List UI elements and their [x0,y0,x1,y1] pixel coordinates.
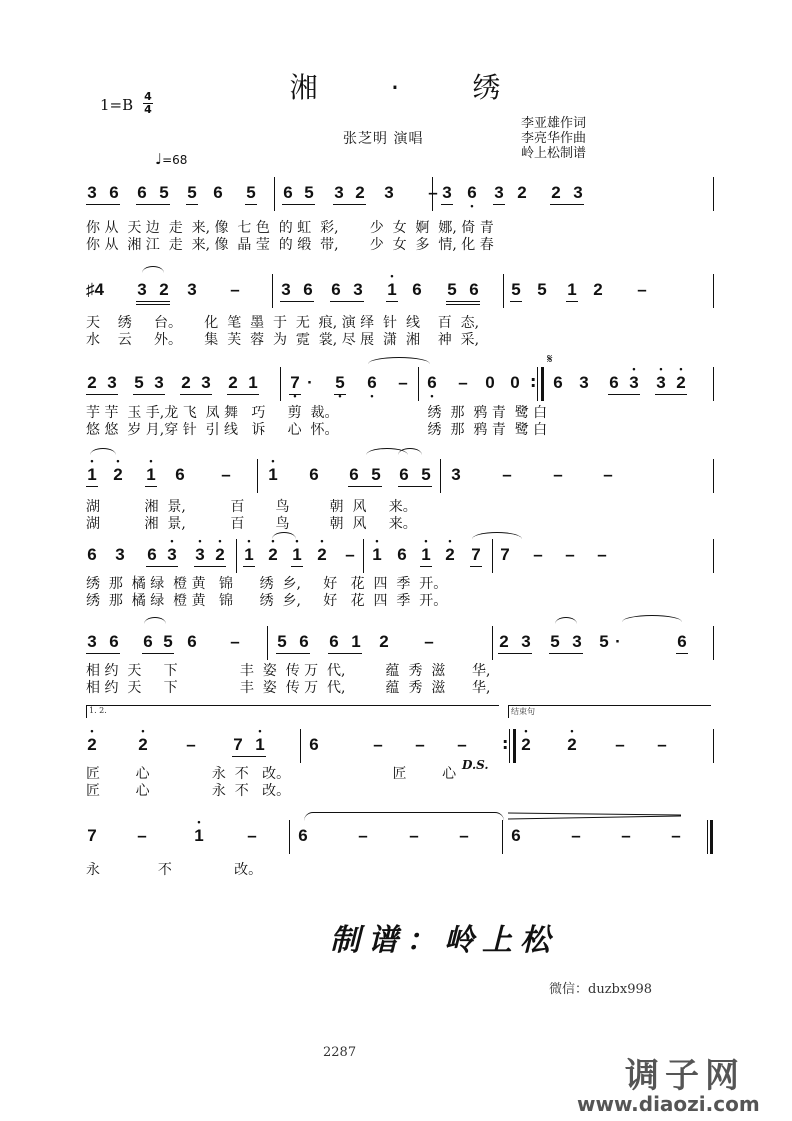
note: 2 [593,280,603,299]
note: • 3 [194,545,206,565]
lyrics-verse-1: 绣 那 橘 绿 橙 黄 锦 绣 乡, 好 花 四 季 开。 [86,576,448,592]
note: 6 [469,280,479,299]
underline-beam [194,566,226,567]
note: 6 [283,183,293,202]
augmentation-dot: · [615,632,621,651]
barline [492,539,493,573]
key-signature: 1=B [100,96,134,114]
note: 6 [187,632,197,651]
note: 3 [579,373,589,392]
note: 6 [109,632,119,651]
barline [418,367,419,401]
dash: – [247,826,257,845]
underline-beam [232,756,266,757]
repeat-end-barline [509,729,516,763]
dash: – [345,545,355,564]
dash: – [398,373,408,392]
note: 2 [87,373,97,392]
barline [274,177,275,211]
system-3 [86,373,716,403]
underline-beam [86,394,118,395]
note: 3 [442,183,452,202]
underline-beam [142,653,174,654]
dash: – [571,826,581,845]
system-6 [86,632,716,662]
note: • 1 [386,280,398,300]
underline-beam [348,486,382,487]
barline [713,367,714,401]
note: 6 [349,465,359,484]
note: 7 [471,545,481,564]
title-char-1: 湘 [289,71,320,104]
note: 2 [228,373,238,392]
slur [144,617,166,624]
time-sig-denominator: 4 [144,103,152,116]
barline [267,626,268,660]
tie [622,615,682,622]
underline-beam [655,394,687,395]
rest: 0 [510,373,520,392]
augmentation-dot: · [307,373,313,392]
note: • 5 [334,373,346,393]
note: • 2 [214,545,226,565]
lyrics-verse-2: 悠 悠 岁 月,穿 针 引 线 诉 心 怀。 绣 那 鸦 青 鹭 白 [86,422,548,438]
underline-beam [86,653,120,654]
slur [90,448,116,455]
note: • 7 [289,373,301,393]
wechat-contact: 微信：duzbx998 [549,982,653,997]
segno-icon: 𝄋 [547,352,553,367]
note: 6 [109,183,119,202]
lyrics-verse-2: 水 云 外。 集 芙 蓉 为 霓 裳, 尽 展 潇 湘 神 采, [86,332,480,348]
dash: – [358,826,368,845]
singer: 张芝明 演唱 [343,131,424,147]
dash: – [597,545,607,564]
note: 6 [412,280,422,299]
underline-beam [280,301,314,302]
barline [713,177,714,211]
note: 3 [521,632,531,651]
note: • 1 [193,826,205,846]
lyrics-verse-2: 湖 湘 景, 百 鸟 朝 风 来。 [86,516,417,532]
note: 3 [137,280,147,299]
repeat-dots: : [502,734,509,753]
note: • 1 [291,545,303,565]
underline-beam [146,566,178,567]
barline [440,459,441,493]
volta-1-2: 1. 2. [86,705,499,718]
dash: – [424,632,434,651]
underline-beam [446,304,480,305]
note: 3 [87,632,97,651]
watermark-logo: 调子网 [625,1056,745,1096]
note: 6 [399,465,409,484]
barline [502,820,503,854]
note: 6 [299,632,309,651]
note: 3 [187,280,197,299]
underline-beam [180,394,212,395]
note: 6 [147,545,157,564]
note: • 2 [86,735,98,755]
note: 3 [281,280,291,299]
dash: – [565,545,575,564]
lyrics-verse-2: 相 约 天 下 丰 姿 传 万 代, 蕴 秀 滋 华, [86,680,491,696]
transcriber-signature: 制谱：岭上松 [330,923,558,958]
underline-beam [133,394,165,395]
underline-beam [328,653,362,654]
note: 6 [303,280,313,299]
lyrics-verse-1: 芋 芋 玉 手,龙 飞 凤 舞 巧 剪 裁。 绣 那 鸦 青 鹭 白 [86,405,548,421]
note: • 6 [426,373,438,393]
title-separator: · [390,71,402,104]
note: 6 [677,632,687,651]
note: 5 [550,632,560,651]
note: 6 [309,735,319,754]
note: 6 [175,465,185,484]
note: 6 [213,183,223,202]
note: 7 [87,826,97,845]
note: 5 [371,465,381,484]
note: 3 [87,183,97,202]
page-number: 2287 [323,1045,357,1060]
note: • 6 [366,373,378,393]
lyrics-verse-1: 匠 心 永 不 改。 匠 心 [86,766,457,782]
system-1 [86,183,716,213]
note: 5 [537,280,547,299]
note: 5 [304,183,314,202]
dash: – [621,826,631,845]
repeat-dots: : [530,372,537,391]
dash: – [186,735,196,754]
note: • 2 [137,735,149,755]
note: 2 [181,373,191,392]
barline [363,539,364,573]
barline [713,729,714,763]
barline [713,539,714,573]
note: 3 [573,183,583,202]
lyrics-verse-2: 匠 心 永 不 改。 [86,783,291,799]
note: 3 [115,545,125,564]
dash: – [459,826,469,845]
note: 5 [134,373,144,392]
dash: – [657,735,667,754]
watermark-url: www.diaozi.com [577,1092,760,1116]
note: • 6 [466,183,478,203]
note: • 1 [420,545,432,565]
note: 6 [511,826,521,845]
slur [398,448,422,455]
composer: 李亮华作曲 [521,131,587,146]
volta-ending: 结束句 [508,705,711,718]
note: • 2 [112,465,124,485]
underline-beam [276,653,310,654]
barline [432,177,433,211]
underline-beam [86,204,120,205]
system-2 [86,280,716,310]
dal-segno-marking: D.S. [462,758,489,772]
note: 3 [353,280,363,299]
barline [503,274,504,308]
note: • 2 [566,735,578,755]
note: 6 [553,373,563,392]
barline [300,729,301,763]
note: 5 [599,632,609,651]
dash: – [671,826,681,845]
note: 7 [500,545,510,564]
dash: – [553,465,563,484]
note: 5 [421,465,431,484]
note: • 1 [371,545,383,565]
tempo-marking [155,150,187,168]
note: 5 [511,280,521,299]
dash: – [615,735,625,754]
barline [236,539,237,573]
barline [713,274,714,308]
underline-beam [136,304,170,305]
lyricist: 李亚雄作词 [521,116,587,131]
note: 5 [163,632,173,651]
note: 6 [329,632,339,651]
dash: – [415,735,425,754]
underline-beam [608,394,640,395]
note: 2 [517,183,527,202]
underline-beam [330,301,364,302]
dash: – [533,545,543,564]
note: 7 [233,735,243,754]
note: • 2 [267,545,279,565]
dash: – [137,826,147,845]
note: 3 [107,373,117,392]
note: 3 [451,465,461,484]
note: • 1 [243,545,255,565]
decrescendo-hairpin [508,810,683,822]
underline-beam [398,486,432,487]
note: • 3 [628,373,640,393]
note: 3 [572,632,582,651]
note: • 2 [316,545,328,565]
note: • 2 [675,373,687,393]
lyrics-verse-2: 绣 那 橘 绿 橙 黄 锦 绣 乡, 好 花 四 季 开。 [86,593,448,609]
underline-beam [227,394,259,395]
barline [713,459,714,493]
lyrics-verse-1: 永 不 改。 [86,862,263,878]
underline-beam [446,301,480,302]
system-7 [86,735,716,765]
note: • 2 [520,735,532,755]
transcriber: 岭上松制谱 [521,146,587,161]
note: 5 [277,632,287,651]
time-sig-numerator: 4 [144,90,152,103]
underline-beam [549,653,583,654]
note: 5 [246,183,256,202]
underline-beam [136,204,170,205]
note: • 1 [254,735,266,755]
barline [272,274,273,308]
credits [521,116,586,161]
system-5 [86,545,716,575]
note: 6 [609,373,619,392]
note: 5 [447,280,457,299]
tempo-value: =68 [162,153,188,167]
lyrics-verse-1: 相 约 天 下 丰 姿 传 万 代, 蕴 秀 滋 华, [86,663,491,679]
dash: – [409,826,419,845]
note: 6 [298,826,308,845]
lyrics-verse-1: 湖 湘 景, 百 鸟 朝 风 来。 [86,499,417,515]
slur [142,266,164,273]
note: 1 [351,632,361,651]
note: 6 [331,280,341,299]
note: • 1 [145,465,157,485]
note: 6 [87,545,97,564]
dash: – [221,465,231,484]
barline [492,626,493,660]
tie [304,812,504,821]
title-char-2: 绣 [472,71,503,104]
rest: 0 [485,373,495,392]
note: 3 [494,183,504,202]
lyrics-verse-1: 你 从 天 边 走 来, 像 七 色 的 虹 彩, 少 女 婀 娜, 倚 青 [86,220,494,236]
tie [472,532,522,539]
note: 5 [159,183,169,202]
repeat-end-barline [537,367,544,401]
note: • 3 [166,545,178,565]
note: • 1 [86,465,98,485]
barline [257,459,258,493]
underline-beam [498,653,532,654]
tie [368,357,430,364]
system-4 [86,465,716,495]
note: 2 [499,632,509,651]
note: 3 [201,373,211,392]
slur [555,617,577,624]
note: 6 [143,632,153,651]
barline [289,820,290,854]
dash: – [458,373,468,392]
system-8 [86,826,716,856]
note: 3 [154,373,164,392]
lyrics-verse-1: 天 绣 台。 化 笔 墨 于 无 痕, 演 绎 针 线 百 态, [86,315,480,331]
dash: – [230,632,240,651]
note: 3 [384,183,394,202]
barline [713,626,714,660]
underline-beam [333,204,366,205]
note: 2 [379,632,389,651]
note: 1 [567,280,577,299]
note: 6 [397,545,407,564]
note: 5 [187,183,197,202]
underline-beam [282,204,315,205]
dash: – [373,735,383,754]
note: 6 [309,465,319,484]
time-signature [143,92,153,115]
lyrics-verse-2: 你 从 湘 江 走 来, 像 晶 莹 的 缎 带, 少 女 多 情, 化 春 [86,237,494,253]
note: • 2 [444,545,456,565]
final-barline [707,820,713,854]
note: 1 [248,373,258,392]
dash: – [428,183,438,202]
note: 3 [334,183,344,202]
dash: – [603,465,613,484]
note: 6 [137,183,147,202]
underline-beam [136,301,170,302]
dash: – [457,735,467,754]
note: 2 [355,183,365,202]
barline [280,367,281,401]
quarter-note-icon: ♩ [155,150,163,168]
note: 2 [159,280,169,299]
note: • 3 [655,373,667,393]
note-sharp-4: ♯4 [86,280,104,299]
note: • 1 [267,465,279,485]
dash: – [637,280,647,299]
note: 2 [551,183,561,202]
dash: – [230,280,240,299]
dash: – [502,465,512,484]
underline-beam [550,204,584,205]
